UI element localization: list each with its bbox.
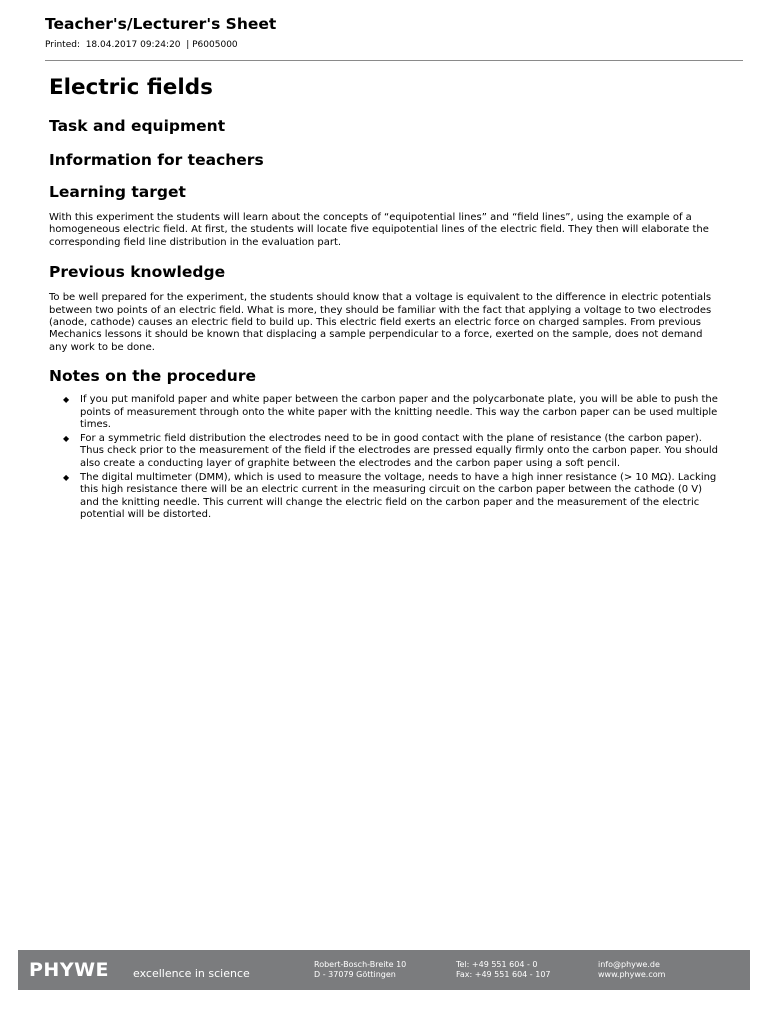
diamond-bullet-icon: ◆ xyxy=(63,395,70,405)
footer-address xyxy=(314,960,406,980)
page-header xyxy=(45,14,743,51)
learning-target-text: With this experiment the students will learn about the concepts of “equipotential lines” and “field lines”, using the example of a homogeneous electric field. At first, the students will locate five equipotential lines of the electric field. They then will elaborate the corresponding field line distribution in the evaluation part. xyxy=(49,212,709,248)
page-footer xyxy=(18,950,750,990)
website-link[interactable]: www.phywe.com xyxy=(598,970,666,979)
diamond-bullet-icon: ◆ xyxy=(63,472,70,482)
address-city: D - 37079 Göttingen xyxy=(314,970,396,979)
heading-task-equipment: Task and equipment xyxy=(49,117,226,135)
notes-list xyxy=(49,394,721,521)
email-link[interactable]: info@phywe.de xyxy=(598,960,660,969)
list-item xyxy=(49,433,721,470)
footer-phone xyxy=(456,960,551,980)
printed-text: Printed: 18.04.2017 09:24:20 | P6005000 xyxy=(45,40,238,50)
phywe-logo xyxy=(29,959,109,981)
tagline: excellence in science xyxy=(133,967,250,980)
heading-learning-target: Learning target xyxy=(49,183,186,201)
document-body xyxy=(49,74,721,523)
address-street: Robert-Bosch-Breite 10 xyxy=(314,960,407,969)
list-item-text: If you put manifold paper and white paper between the carbon paper and the polycarbonate plate, you will be able to push the points of measurement through onto the white paper with the knitting needle. This way the carbon paper can be used multiple times. xyxy=(80,394,718,431)
list-item-text: For a symmetric field distribution the electrodes need to be in good contact with the plane of resistance (the carbon paper). Thus check prior to the measurement of the field if the electrodes are pressed equally firmly onto the carbon paper. You should also create a conducting layer of graphite between the electrodes and the carbon paper using a soft pencil. xyxy=(80,433,719,469)
header-divider xyxy=(45,60,743,61)
diamond-bullet-icon: ◆ xyxy=(63,434,70,444)
list-item xyxy=(49,472,721,522)
logo-text: PHYWE xyxy=(29,959,110,981)
heading-information-teachers: Information for teachers xyxy=(49,151,264,169)
sheet-title: Teacher's/Lecturer's Sheet xyxy=(45,15,277,33)
phone-fax: Fax: +49 551 604 - 107 xyxy=(456,970,551,979)
printed-info xyxy=(45,39,743,51)
previous-knowledge-text: To be well prepared for the experiment, the students should know that a voltage is equivalent to the difference in electric potentials between two points of an electric field. What is more, they should be familiar with the fact that applying a voltage to two electrodes (anode, cathode) causes an electric field to build up. This electric field exerts an electric force on charged samples. From previous Mechanics lessons it should be known that displacing a sample perpendicular to a force, exerted on the sample, does not demand any work to be done. xyxy=(49,292,712,353)
phone-tel: Tel: +49 551 604 - 0 xyxy=(456,960,538,969)
footer-web xyxy=(598,960,665,980)
document-title: Electric fields xyxy=(49,75,213,100)
list-item xyxy=(49,394,721,431)
list-item-text: The digital multimeter (DMM), which is used to measure the voltage, needs to have a high inner resistance (> 10 MΩ). Lacking this high resistance there will be an electric current in the measuring circuit on the carbon paper between the cathode (0 V) and the knitting needle. This current will change the electric field on the carbon paper and the measurement of the electric potential will be distorted. xyxy=(80,471,717,521)
heading-previous-knowledge: Previous knowledge xyxy=(49,263,226,282)
heading-notes-procedure: Notes on the procedure xyxy=(49,367,256,386)
